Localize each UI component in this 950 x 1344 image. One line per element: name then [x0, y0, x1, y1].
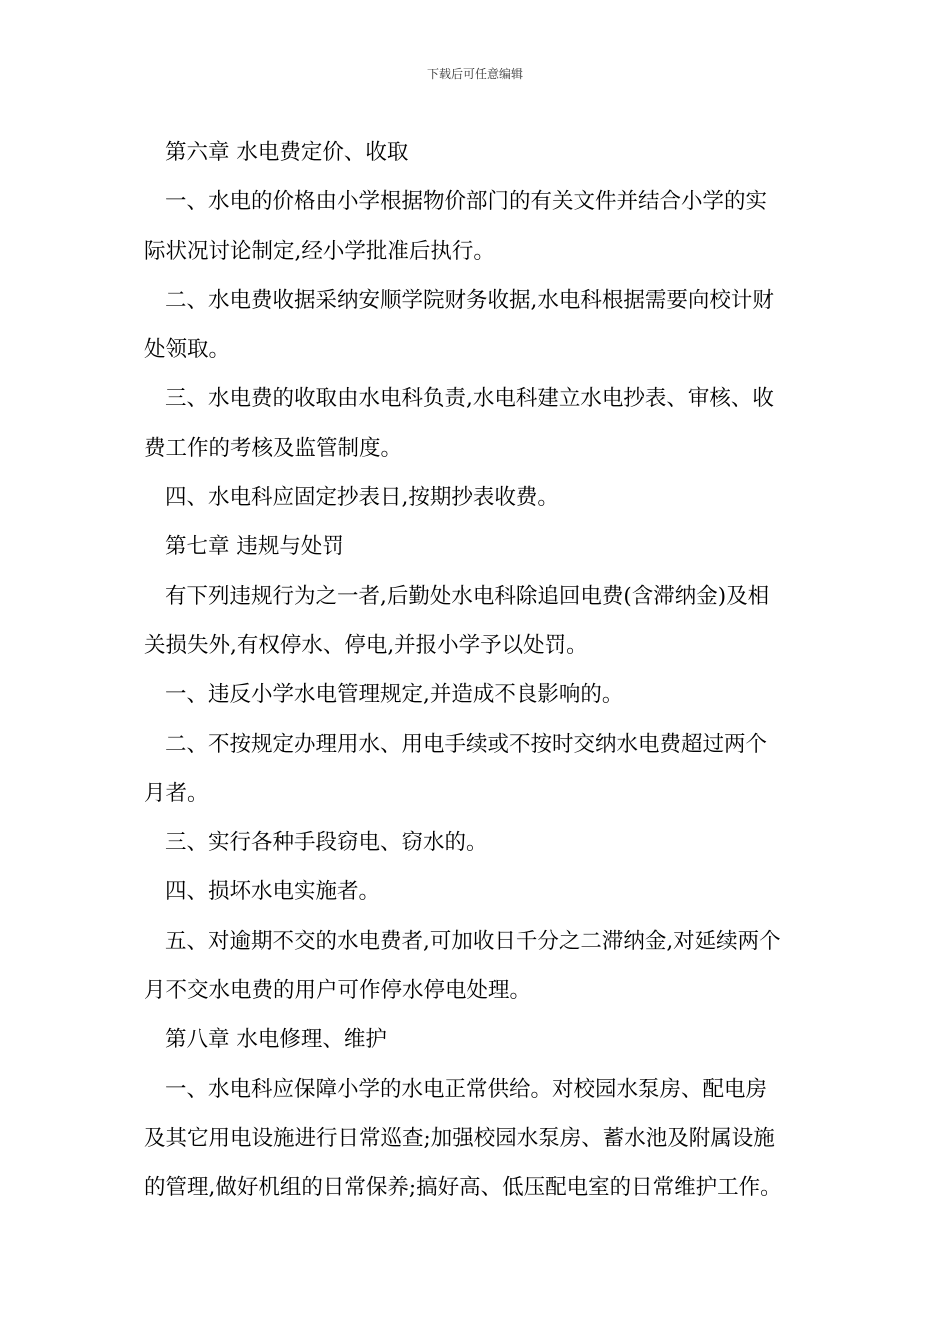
text-line: 费工作的考核及监管制度。 — [144, 435, 403, 461]
text-line: 四、水电科应固定抄表日,按期抄表收费。 — [165, 485, 559, 511]
text-line: 四、损坏水电实施者。 — [165, 879, 381, 905]
chapter-8-heading: 第八章 水电修理、维护 — [165, 1027, 387, 1053]
text-line: 有下列违规行为之一者,后勤处水电科除追回电费(含滞纳金)及相 — [165, 583, 770, 609]
text-line: 二、不按规定办理用水、用电手续或不按时交纳水电费超过两个 — [165, 731, 768, 757]
text-line: 二、水电费收据采纳安顺学院财务收据,水电科根据需要向校计财 — [165, 287, 774, 313]
text-line: 的管理,做好机组的日常保养;搞好高、低压配电室的日常维护工作。 — [144, 1175, 782, 1201]
text-line: 一、违反小学水电管理规定,并造成不良影响的。 — [165, 682, 624, 708]
chapter-6-heading: 第六章 水电费定价、收取 — [165, 140, 409, 165]
text-line: 及其它用电设施进行日常巡查;加强校园水泵房、蓄水池及附属设施 — [144, 1125, 775, 1151]
text-line: 际状况讨论制定,经小学批准后执行。 — [144, 238, 495, 264]
text-line: 五、对逾期不交的水电费者,可加收日千分之二滞纳金,对延续两个 — [165, 928, 781, 954]
page-header-note: 下载后可任意编辑 — [426, 67, 523, 81]
text-line: 月不交水电费的用户可作停水停电处理。 — [144, 978, 532, 1004]
text-line: 处领取。 — [144, 337, 231, 363]
text-line: 一、水电科应保障小学的水电正常供给。对校园水泵房、配电房 — [165, 1076, 768, 1102]
chapter-7-heading: 第七章 违规与处罚 — [165, 534, 344, 560]
text-line: 月者。 — [144, 780, 209, 806]
text-line: 一、水电的价格由小学根据物价部门的有关文件并结合小学的实 — [165, 189, 768, 215]
document-body — [144, 128, 808, 1213]
text-line: 三、水电费的收取由水电科负责,水电科建立水电抄表、审核、收 — [165, 386, 774, 412]
text-line: 三、实行各种手段窃电、窃水的。 — [165, 830, 488, 856]
text-line: 关损失外,有权停水、停电,并报小学予以处罚。 — [144, 632, 588, 658]
